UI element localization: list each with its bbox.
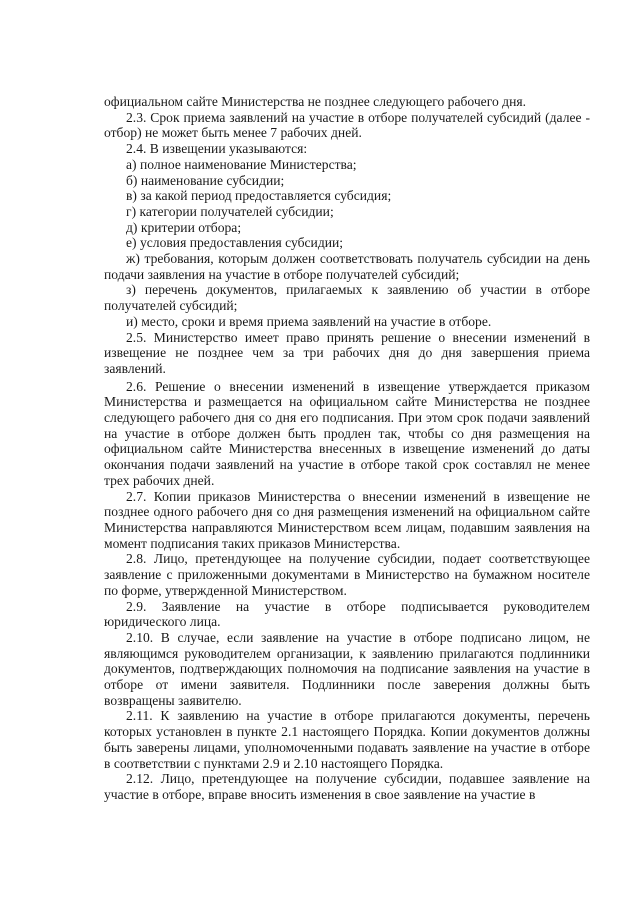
list-item-zh: ж) требования, которым должен соответствовать получатель субсидии на день подачи заявления на участие в отборе получателей субсидий; [104,251,590,282]
list-item-z: з) перечень документов, прилагаемых к заявлению об участии в отборе получателей субсидий; [104,282,590,314]
list-item-g: г) категории получателей субсидии; [126,203,334,219]
list-item-d: д) критерии отбора; [126,219,242,235]
paragraph-2-7: 2.7. Копии приказов Министерства о внесении изменений в извещение не позднее одного рабочего дня со дня размещения изменений на официальном сайте Министерства направляются Министерством всем лицам, подавшим заявления на момент подписания таких приказов Министерства. [104,488,590,551]
paragraph-continuation: официальном сайте Министерства не позднее следующего рабочего дня. [104,94,526,109]
list-item-a: а) полное наименование Министерства; [126,156,357,172]
list-item-i: и) место, сроки и время приема заявлений на участие в отборе. [126,313,492,329]
paragraph-2-11: 2.11. К заявлению на участие в отборе прилагаются документы, перечень которых установлен в пункте 2.1 настоящего Порядка. Копии документов должны быть заверены лицами, уполномоченными подавать заявление на участие в отборе в соответствии с пунктами 2.9 и 2.10 настоящего Порядка. [104,708,590,771]
paragraph-2-4: 2.4. В извещении указываются: [126,141,308,157]
list-item-e: е) условия предоставления субсидии; [126,235,344,251]
list-item-b: б) наименование субсидии; [126,172,285,188]
paragraph-2-12: 2.12. Лицо, претендующее на получение субсидии, подавшее заявление на участие в отборе, вправе вносить изменения в свое заявление на участие в [104,771,590,802]
paragraph-2-9: 2.9. Заявление на участие в отборе подписывается руководителем юридического лица. [104,598,590,630]
document-body [104,94,590,803]
paragraph-2-10: 2.10. В случае, если заявление на участие в отборе подписано лицом, не являющимся руководителем организации, к заявлению прилагаются подлинники документов, подтверждающих полномочия на подписание заявления на участие в отборе от имени заявителя. Подлинники после заверения должны быть возвращены заявителю. [104,629,590,708]
paragraph-2-5: 2.5. Министерство имеет право принять решение о внесении изменений в извещение не позднее чем за три рабочих дня до дня завершения приема заявлений. [104,329,590,376]
paragraph-2-3: 2.3. Срок приема заявлений на участие в отборе получателей субсидий (далее - отбор) не может быть менее 7 рабочих дней. [104,109,590,141]
paragraph-2-8: 2.8. Лицо, претендующее на получение субсидии, подает соответствующее заявление с приложенными документами в Министерство на бумажном носителе по форме, утвержденной Министерством. [104,551,590,598]
list-item-v: в) за какой период предоставляется субсидия; [126,188,392,204]
paragraph-2-6: 2.6. Решение о внесении изменений в извещение утверждается приказом Министерства и размещается на официальном сайте Министерства не позднее следующего рабочего дня со дня его подписания. При этом срок подачи заявлений на участие в отборе должен быть продлен так, чтобы со дня размещения на официальном сайте Министерства внесенных в извещение изменений до даты окончания подачи заявлений на участие в отборе такой срок составлял не менее трех рабочих дней. [104,378,590,488]
